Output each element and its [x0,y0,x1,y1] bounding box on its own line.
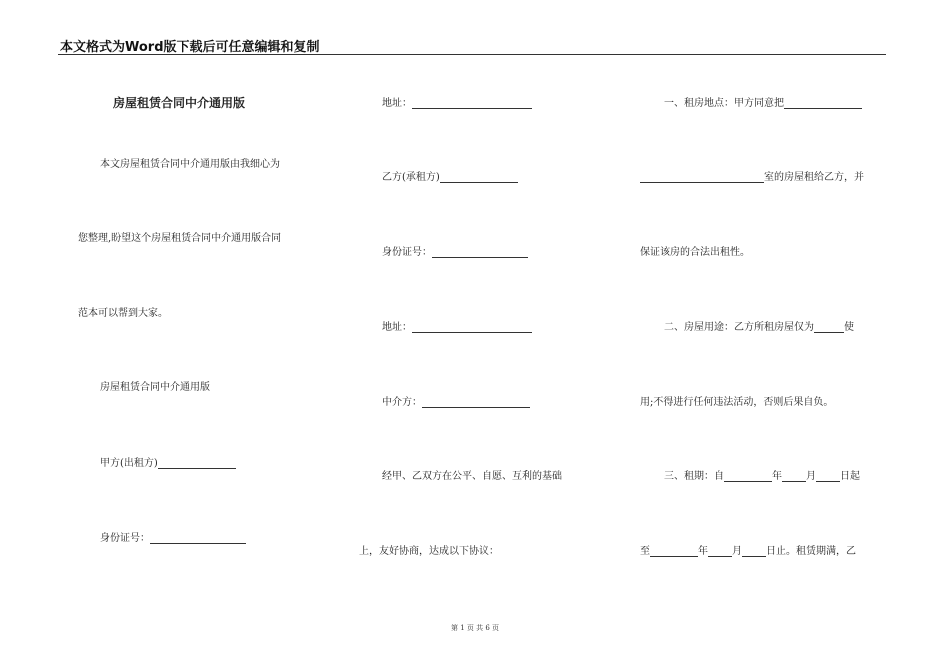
term-year-label-2: 年 [698,546,708,557]
term-month-label-2: 月 [732,546,742,557]
address-blank-b[interactable] [412,322,532,333]
term-start-year-blank[interactable] [724,471,772,482]
page-number: 第 1 页 共 6 页 [450,624,500,632]
basis-line-2: 上，友好协商，达成以下协议： [359,546,499,557]
party-a-line [100,454,236,469]
term-start-day-blank[interactable] [816,471,840,482]
intro-line-2: 您整理,盼望这个房屋租赁合同中介通用版合同 [78,233,282,244]
address-blank-a[interactable] [412,98,532,109]
location-line-1 [664,94,862,109]
id-blank-b[interactable] [432,247,528,258]
term-end-month-blank[interactable] [708,546,732,557]
term-label: 三、租期：自 [664,471,724,482]
term-day-from-label: 日起 [840,471,860,482]
term-start-month-blank[interactable] [782,471,806,482]
document-title: 房屋租赁合同中介通用版 [113,96,246,110]
party-b-label: 乙方(承租方) [382,172,440,183]
usage-line-1 [664,318,854,333]
location-text-2: 室的房屋租给乙方，并 [764,172,864,183]
party-b-line [382,168,518,183]
term-end-year-blank[interactable] [650,546,698,557]
agent-label: 中介方： [382,397,422,408]
term-end-text: 日止。租赁期满，乙 [766,546,856,557]
usage-line-2: 用;不得进行任何违法活动，否则后果自负。 [640,397,834,408]
location-line-2 [640,168,864,183]
usage-tail: 使 [844,322,854,333]
term-month-label-1: 月 [806,471,816,482]
id-label-b: 身份证号： [382,247,432,258]
address-label-a: 地址： [382,98,412,109]
header-rule [58,54,886,55]
party-a-blank[interactable] [158,458,236,469]
usage-label: 二、房屋用途：乙方所租房屋仅为 [664,322,814,333]
agent-blank[interactable] [422,397,530,408]
intro-line-1: 本文房屋租赁合同中介通用版由我细心为 [100,159,280,170]
party-b-blank[interactable] [440,172,518,183]
id-line-b [382,243,528,258]
location-label: 一、租房地点：甲方同意把 [664,98,784,109]
term-year-label-1: 年 [772,471,782,482]
room-blank[interactable] [640,172,764,183]
basis-line-1: 经甲、乙双方在公平、自愿、互利的基础 [382,471,562,482]
contract-subtitle: 房屋租赁合同中介通用版 [100,382,210,393]
agent-line [382,393,530,408]
id-line-a [100,529,246,544]
party-a-label: 甲方(出租方) [100,458,158,469]
term-line-2 [640,542,856,557]
address-label-b: 地址： [382,322,412,333]
term-line-1 [664,467,860,482]
address-line-a [382,94,532,109]
term-to-label: 至 [640,546,650,557]
id-blank-a[interactable] [150,533,246,544]
location-blank[interactable] [784,98,862,109]
location-line-3: 保证该房的合法出租性。 [640,247,750,258]
document-header: 本文格式为Word版下载后可任意编辑和复制 [60,40,320,55]
term-end-day-blank[interactable] [742,546,766,557]
intro-line-3: 范本可以帮到大家。 [78,308,168,319]
usage-blank[interactable] [814,322,844,333]
id-label-a: 身份证号： [100,533,150,544]
address-line-b [382,318,532,333]
